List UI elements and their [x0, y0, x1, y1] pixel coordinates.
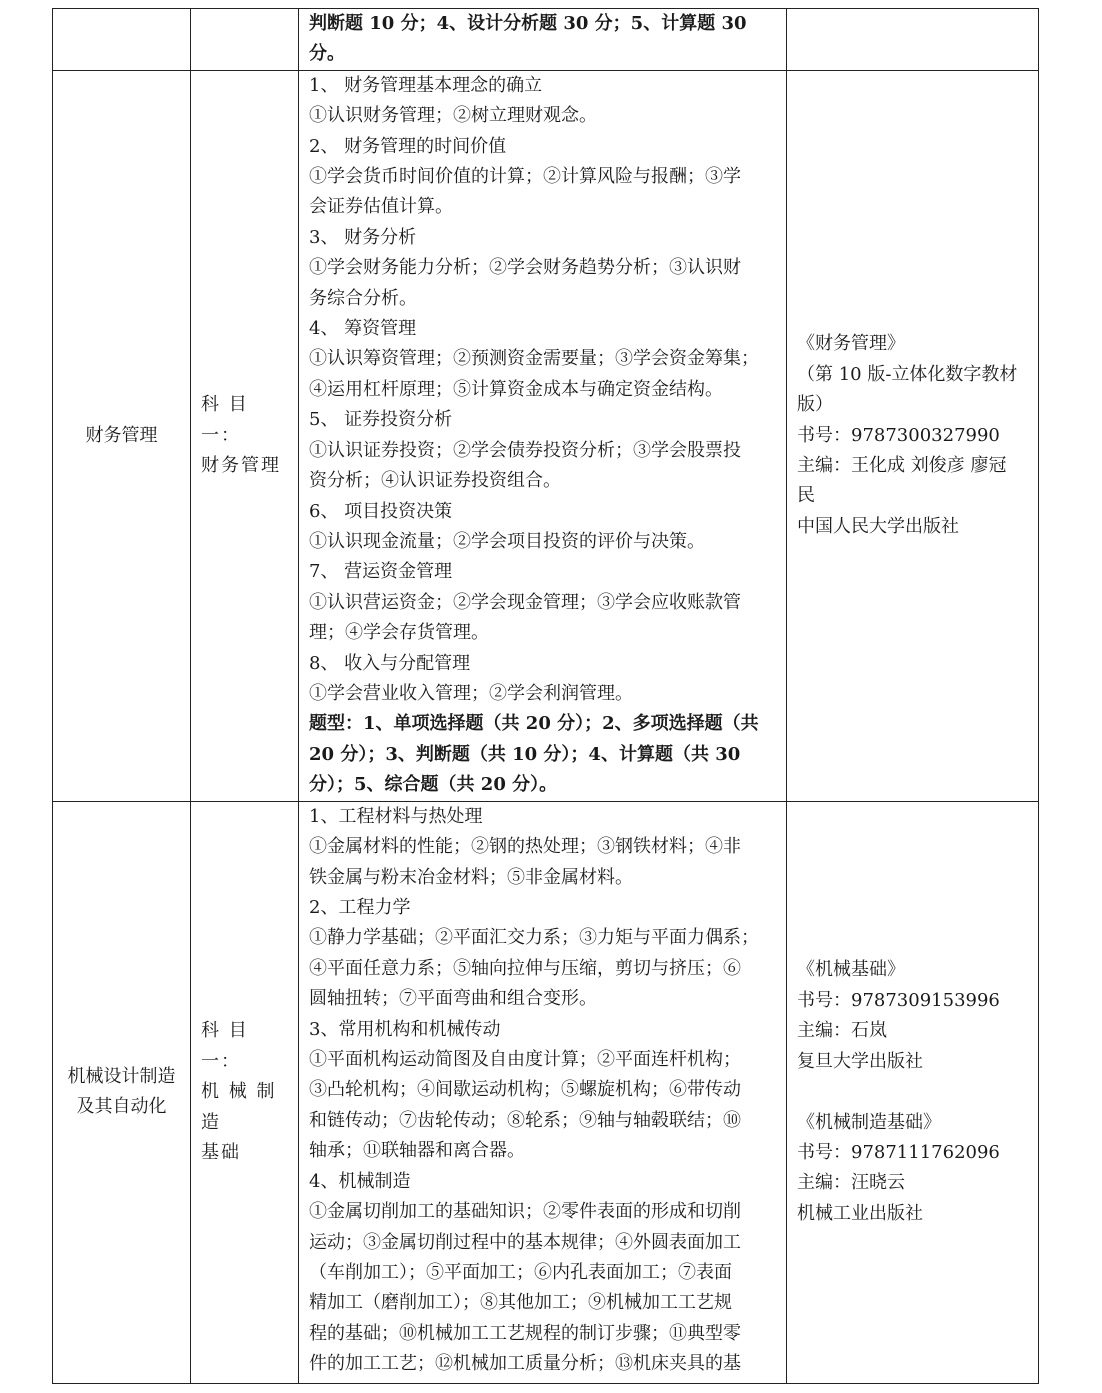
- content-line: 7、 营运资金管理: [309, 561, 453, 583]
- book-line: 复旦大学出版社: [797, 1050, 923, 1072]
- content-line: 1、 财务管理基本理念的确立: [309, 74, 543, 96]
- content-line: ①学会财务能力分析；②学会财务趋势分析；③认识财: [309, 257, 741, 279]
- content-line: ①认识财务管理；②树立理财观念。: [309, 105, 597, 127]
- major-cell-top: [53, 9, 191, 71]
- major-name: 机械设计制造: [67, 1065, 176, 1087]
- major-cell-finance: [53, 70, 191, 801]
- content-cell-finance: [299, 70, 787, 801]
- content-cell-mechanical: [299, 801, 787, 1383]
- major-cell-mechanical: [53, 801, 191, 1383]
- book-line: 《机械基础》: [797, 959, 905, 981]
- content-line: ①金属切削加工的基础知识；②零件表面的形成和切削: [309, 1201, 741, 1223]
- content-line: 5、 证券投资分析: [309, 409, 453, 431]
- content-line: 2、工程力学: [309, 897, 411, 919]
- syllabus-table: [52, 8, 1039, 1384]
- content-line: 3、常用机构和机械传动: [309, 1018, 501, 1040]
- subject-cell-mechanical: [191, 801, 299, 1383]
- content-line: ④平面任意力系；⑤轴向拉伸与压缩，剪切与挤压；⑥: [309, 957, 741, 979]
- book-line: 主编：汪晓云: [797, 1172, 905, 1194]
- book-line: 书号：9787300327990: [797, 424, 1000, 446]
- content-line: 资分析；④认识证券投资组合。: [309, 470, 561, 492]
- book-line: 书号：9787309153996: [797, 989, 1000, 1011]
- content-cell-top: [299, 9, 787, 71]
- content-line: 8、 收入与分配管理: [309, 652, 471, 674]
- content-line: 铁金属与粉末冶金材料；⑤非金属材料。: [309, 866, 633, 888]
- subject-line: 财务管理: [201, 455, 281, 477]
- content-line: （车削加工）；⑤平面加工；⑥内孔表面加工；⑦表面: [309, 1261, 732, 1283]
- table-row-finance: [53, 70, 1039, 801]
- content-line: 6、 项目投资决策: [309, 500, 453, 522]
- content-line: ①学会货币时间价值的计算；②计算风险与报酬；③学: [309, 166, 741, 188]
- content-line: ①认识营运资金；②学会现金管理；③学会应收账款管: [309, 591, 741, 613]
- content-line: 3、 财务分析: [309, 226, 417, 248]
- book-line: 《财务管理》: [797, 333, 905, 355]
- subject-line: 机 械 制 造: [201, 1081, 277, 1133]
- book-line: 民: [797, 485, 815, 507]
- content-line: 程的基础；⑩机械加工工艺规程的制订步骤；⑪典型零: [309, 1322, 741, 1344]
- subject-line: 基础: [201, 1141, 241, 1163]
- question-types-tail: 判断题 10 分；4、设计分析题 30 分；5、计算题 30 分。: [309, 13, 747, 65]
- table-row-mechanical: [53, 801, 1039, 1383]
- major-name: 财务管理: [85, 424, 158, 446]
- books-cell-mechanical: [787, 801, 1039, 1383]
- content-line: ①金属材料的性能；②钢的热处理；③钢铁材料；④非: [309, 836, 741, 858]
- book-line: （第 10 版-立体化数字教材: [797, 363, 1018, 385]
- content-line: 件的加工工艺；⑫机械加工质量分析；⑬机床夹具的基: [309, 1353, 741, 1375]
- content-line: 理；④学会存货管理。: [309, 622, 489, 644]
- content-line: 4、 筹资管理: [309, 318, 417, 340]
- book-line: 主编：石岚: [797, 1020, 887, 1042]
- major-name: 及其自动化: [76, 1096, 167, 1118]
- content-line: ④运用杠杆原理；⑤计算资金成本与确定资金结构。: [309, 378, 723, 400]
- subject-line: 科 目 一：: [201, 394, 249, 446]
- table-row-top-partial: [53, 9, 1039, 71]
- content-line: 务综合分析。: [309, 287, 417, 309]
- content-line: 2、 财务管理的时间价值: [309, 135, 507, 157]
- content-line: ①静力学基础；②平面汇交力系；③力矩与平面力偶系；: [309, 927, 759, 949]
- subject-cell-top: [191, 9, 299, 71]
- content-line: ①认识证券投资；②学会债券投资分析；③学会股票投: [309, 439, 741, 461]
- question-types-line: 20 分）；3、判断题（共 10 分）；4、计算题（共 30: [309, 743, 741, 765]
- book-line: 机械工业出版社: [797, 1202, 923, 1224]
- subject-line: 科 目 一：: [201, 1020, 249, 1072]
- book-line: 中国人民大学出版社: [797, 515, 959, 537]
- content-line: 精加工（磨削加工）；⑧其他加工；⑨机械加工工艺规: [309, 1292, 732, 1314]
- content-line: 会证券估值计算。: [309, 196, 453, 218]
- content-line: 轴承；⑪联轴器和离合器。: [309, 1140, 525, 1162]
- content-line: 运动；③金属切削过程中的基本规律；④外圆表面加工: [309, 1231, 741, 1253]
- book-spacer: [797, 1077, 1030, 1107]
- subject-cell-finance: [191, 70, 299, 801]
- question-types-line: 题型：1、单项选择题（共 20 分）；2、多项选择题（共: [309, 713, 759, 735]
- book-line: 版）: [797, 394, 833, 416]
- content-line: 4、机械制造: [309, 1170, 411, 1192]
- content-line: ①认识现金流量；②学会项目投资的评价与决策。: [309, 530, 705, 552]
- question-types-line: 分）；5、综合题（共 20 分）。: [309, 774, 558, 796]
- content-line: ①认识筹资管理；②预测资金需要量；③学会资金筹集；: [309, 348, 759, 370]
- book-line: 书号：9787111762096: [797, 1141, 1000, 1163]
- content-line: 和链传动；⑦齿轮传动；⑧轮系；⑨轴与轴毂联结；⑩: [309, 1109, 741, 1131]
- content-line: ①平面机构运动简图及自由度计算；②平面连杆机构；: [309, 1049, 741, 1071]
- books-cell-finance: [787, 70, 1039, 801]
- content-line: 圆轴扭转；⑦平面弯曲和组合变形。: [309, 988, 597, 1010]
- content-line: ③凸轮机构；④间歇运动机构；⑤螺旋机构；⑥带传动: [309, 1079, 741, 1101]
- book-line: 主编：王化成 刘俊彦 廖冠: [797, 455, 1007, 477]
- content-line: 1、工程材料与热处理: [309, 805, 483, 827]
- books-cell-top: [787, 9, 1039, 71]
- content-line: ①学会营业收入管理；②学会利润管理。: [309, 682, 633, 704]
- book-line: 《机械制造基础》: [797, 1111, 941, 1133]
